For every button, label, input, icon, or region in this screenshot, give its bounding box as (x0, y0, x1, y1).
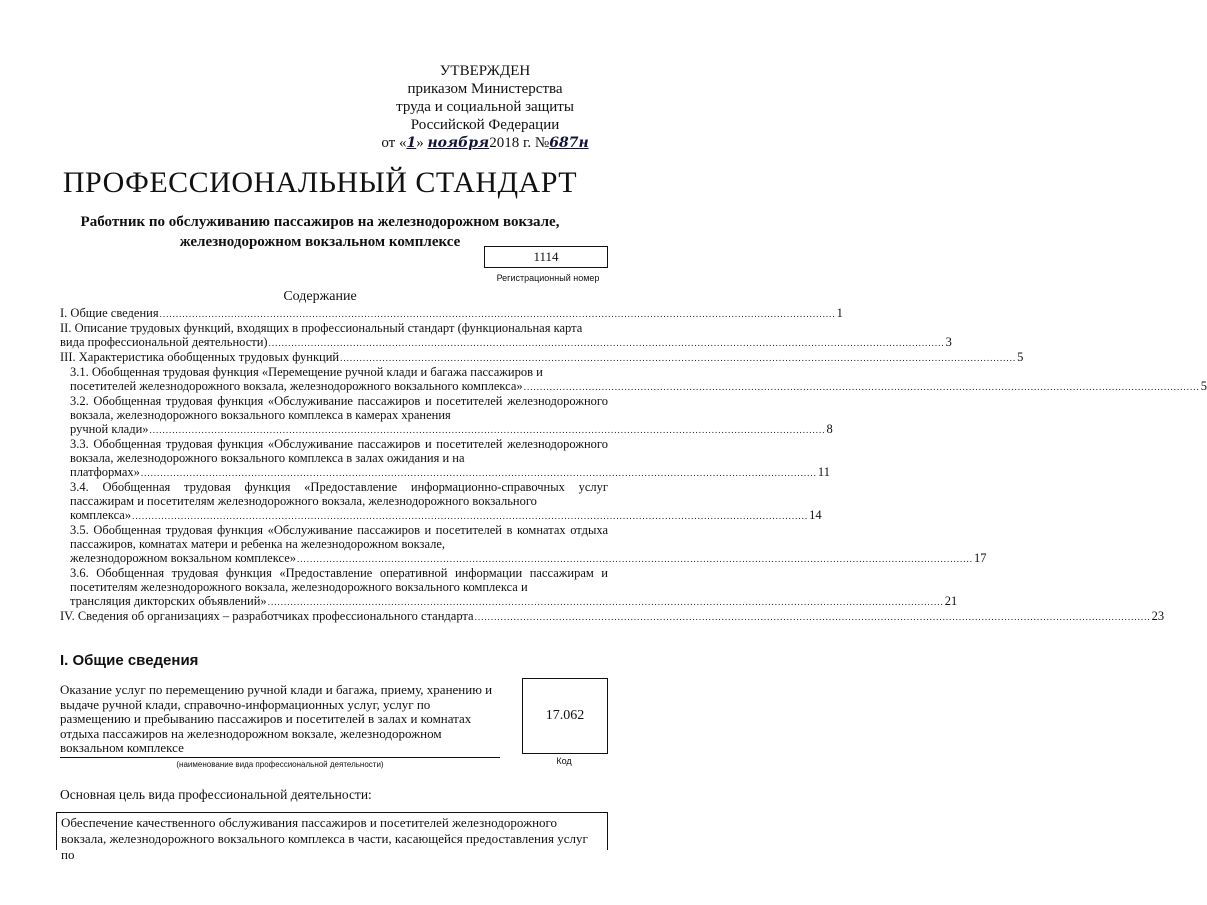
code-caption: Код (556, 756, 572, 766)
toc-item-text: 3.2. Обобщенная трудовая функция «Обслуживание пассажиров и посетителей железнодорожного вокзала, железнодорожного вокзального комплекса в камерах хранения (70, 394, 608, 422)
approval-line: приказом Министерства (407, 81, 563, 97)
toc-item: 3.1. Обобщенная трудовая функция «Перемещение ручной клади и багажа пассажиров и посетителей железнодорожного вокзала, железнодорожного вокзального комплекса» ................................................................................................................................................................................................................ 5 (70, 365, 1207, 393)
toc-item: III. Характеристика обобщенных трудовых функций ................................................................................................................................................................................................................ 5 (60, 350, 1024, 364)
toc-item-text: 3.4. Обобщенная трудовая функция «Предоставление информационно-справочных услуг пассажирам и посетителям железнодорожного вокзала, железнодорожного вокзального (70, 480, 608, 508)
goal-text-box (56, 812, 608, 862)
divider (60, 757, 500, 758)
registration-number-box: 1114 (484, 246, 608, 268)
handwritten-day: 1 (406, 135, 417, 151)
subtitle-line: Работник по обслуживанию пассажиров на железнодорожном вокзале, (80, 214, 560, 230)
approval-line: Российской Федерации (410, 117, 560, 133)
toc-item-page: 11 (817, 465, 830, 479)
toc-item-page: 1 (836, 306, 843, 320)
toc-item-page: 5 (1200, 379, 1207, 393)
toc-item: 3.6. Обобщенная трудовая функция «Предоставление оперативной информации пассажирам и посетителям железнодорожного вокзала, железнодорожного вокзального комплекса и трансляция дикторских объявлений» ................................................................................................................................................................................................................ 21 (70, 566, 958, 608)
toc-item-continuation: вида профессиональной деятельности) (60, 335, 268, 349)
activity-code-box (522, 678, 608, 754)
toc-item-continuation: посетителей железнодорожного вокзала, железнодорожного вокзального комплекса» (70, 379, 523, 393)
date-mid: » (416, 135, 424, 151)
toc-item: 3.2. Обобщенная трудовая функция «Обслуживание пассажиров и посетителей железнодорожного вокзала, железнодорожного вокзального комплекса в камерах хранения ручной клади» ................................................................................................................................................................................................................ 8 (70, 394, 833, 436)
toc-item-text: 3.5. Обобщенная трудовая функция «Обслуживание пассажиров и посетителей в комнатах отдыха пассажиров, комнатах матери и ребенка на железнодорожном вокзале, (70, 523, 608, 551)
handwritten-order-number: 687н (549, 135, 589, 151)
approval-line: УТВЕРЖДЕН (439, 63, 531, 79)
approval-block (355, 62, 615, 152)
approval-date-line (355, 134, 615, 152)
toc-item: I. Общие сведения ................................................................................................................................................................................................................ 1 (60, 306, 843, 320)
toc-item-page: 23 (1151, 609, 1165, 623)
toc-item-continuation: комплекса» (70, 508, 132, 522)
goal-label: Основная цель вида профессиональной деятельности: (60, 787, 372, 802)
toc-item-continuation: железнодорожном вокзальном комплексе» (70, 551, 296, 565)
date-prefix: от « (381, 135, 407, 151)
toc-item-text: I. Общие сведения (60, 306, 159, 320)
date-year: 2018 г. № (489, 135, 550, 151)
table-of-contents (60, 306, 1207, 624)
subtitle-line: железнодорожном вокзальном комплексе (179, 234, 461, 250)
toc-item-text: 3.3. Обобщенная трудовая функция «Обслуживание пассажиров и посетителей железнодорожного вокзала, железнодорожного вокзального комплекса в залах ожидания и на (70, 437, 608, 465)
toc-item-continuation: ручной клади» (70, 422, 149, 436)
toc-item-page: 21 (944, 594, 958, 608)
activity-name: Оказание услуг по перемещению ручной клади и багажа, приему, хранению и выдаче ручной клади, справочно-информационных услуг, услуг по размещению и пребыванию пассажиров и посетителей в залах и комнатах отдыха пассажиров на железнодорожном вокзале, железнодорожном вокзальном комплексе (60, 682, 493, 756)
toc-heading: Содержание (283, 289, 357, 304)
toc-item-page: 8 (826, 422, 833, 436)
toc-item-page: 17 (974, 551, 987, 565)
toc-item: 3.5. Обобщенная трудовая функция «Обслуживание пассажиров и посетителей в комнатах отдыха пассажиров, комнатах матери и ребенка на железнодорожном вокзале, железнодорожном вокзальном комплексе» ................................................................................................................................................................................................................ 17 (70, 523, 987, 565)
toc-item-page: 5 (1017, 350, 1024, 364)
goal-text: Обеспечение качественного обслуживания пассажиров и посетителей железнодорожного вокзала, железнодорожного вокзального комплекса в части, касающейся предоставления услуг по (61, 815, 588, 862)
approval-line: труда и социальной защиты (396, 99, 574, 115)
registration-number-label: Регистрационный номер (496, 273, 600, 283)
toc-item: IV. Сведения об организациях – разработчиках профессионального стандарта ................................................................................................................................................................................................................ 23 (60, 609, 1165, 623)
toc-item-text: 3.1. Обобщенная трудовая функция «Перемещение ручной клади и багажа пассажиров и (70, 365, 543, 379)
toc-item-text: IV. Сведения об организациях – разработчиках профессионального стандарта (60, 609, 474, 623)
toc-item-text: II. Описание трудовых функций, входящих в профессиональный стандарт (функциональная карта (60, 321, 583, 335)
toc-item: II. Описание трудовых функций, входящих в профессиональный стандарт (функциональная карта вида профессиональной деятельности) ................................................................................................................................................................................................................ 3 (60, 321, 952, 349)
toc-item-continuation: платформах» (70, 465, 140, 479)
toc-item-page: 14 (809, 508, 822, 522)
activity-caption: (наименование вида профессиональной деятельности) (176, 760, 384, 769)
toc-item: 3.4. Обобщенная трудовая функция «Предоставление информационно-справочных услуг пассажирам и посетителям железнодорожного вокзала, железнодорожного вокзального комплекса» ................................................................................................................................................................................................................ 14 (70, 480, 822, 522)
toc-item-page: 3 (945, 335, 952, 349)
handwritten-month: ноября (427, 135, 490, 151)
toc-item-text: III. Характеристика обобщенных трудовых функций (60, 350, 340, 364)
toc-item-text: 3.6. Обобщенная трудовая функция «Предоставление оперативной информации пассажирам и посетителям железнодорожного вокзала, железнодорожного вокзального комплекса и (70, 566, 608, 594)
document-title: ПРОФЕССИОНАЛЬНЫЙ СТАНДАРТ (62, 166, 578, 199)
section-heading: I. Общие сведения (60, 652, 199, 669)
activity-code: 17.062 (545, 708, 585, 723)
toc-item-continuation: трансляция дикторских объявлений» (70, 594, 267, 608)
toc-item: 3.3. Обобщенная трудовая функция «Обслуживание пассажиров и посетителей железнодорожного вокзала, железнодорожного вокзального комплекса в залах ожидания и на платформах» ................................................................................................................................................................................................................ 11 (70, 437, 830, 479)
